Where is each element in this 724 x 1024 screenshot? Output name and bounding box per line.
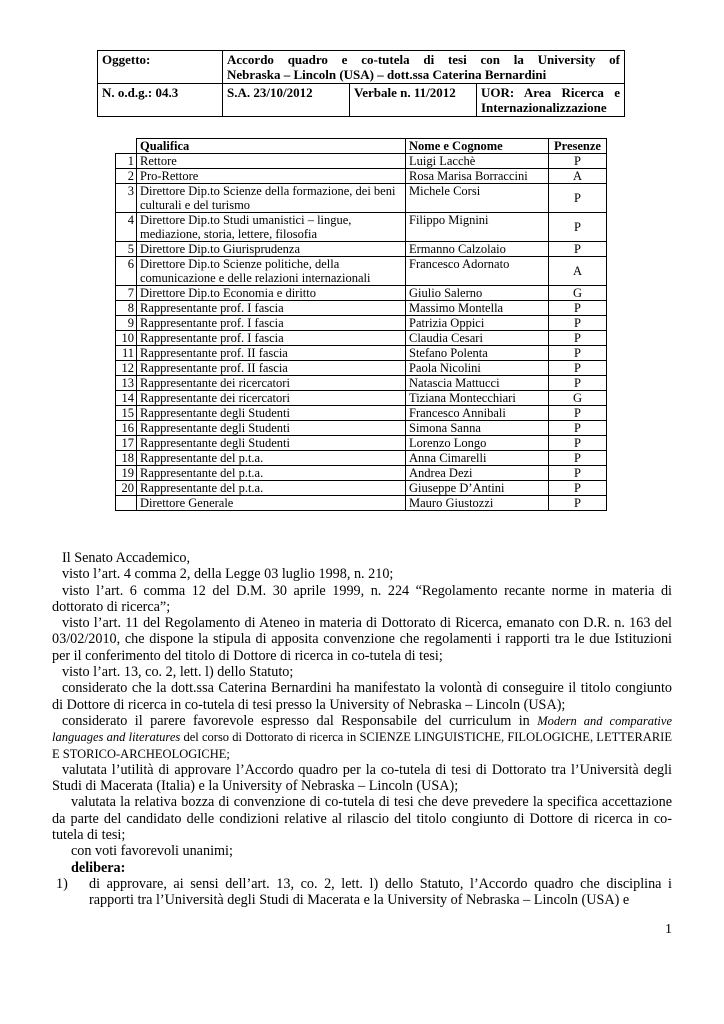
row-number: 19 (116, 466, 137, 481)
row-number: 20 (116, 481, 137, 496)
row-number: 6 (116, 257, 137, 286)
row-qualifica: Rappresentante prof. II fascia (137, 346, 406, 361)
row-presenza: P (549, 316, 607, 331)
row-nome: Tiziana Montecchiari (406, 391, 549, 406)
table-row (116, 331, 607, 346)
table-row (116, 286, 607, 301)
row-nome: Simona Sanna (406, 421, 549, 436)
row-nome: Patrizia Oppici (406, 316, 549, 331)
row-qualifica: Rappresentante prof. II fascia (137, 361, 406, 376)
sa-cell: S.A. 23/10/2012 (223, 84, 350, 117)
members-body (116, 154, 607, 511)
row-nome: Anna Cimarelli (406, 451, 549, 466)
header-num (116, 139, 137, 154)
table-row (116, 242, 607, 257)
row-presenza: G (549, 391, 607, 406)
row-number: 11 (116, 346, 137, 361)
table-row (116, 213, 607, 242)
row-qualifica: Rappresentante degli Studenti (137, 421, 406, 436)
table-row (116, 436, 607, 451)
row-nome: Rosa Marisa Borraccini (406, 169, 549, 184)
row-qualifica: Rappresentante dei ricercatori (137, 391, 406, 406)
row-qualifica: Rettore (137, 154, 406, 169)
verbale-cell: Verbale n. 11/2012 (350, 84, 477, 117)
header-nome: Nome e Cognome (406, 139, 549, 154)
deliberation-text (52, 550, 672, 909)
paragraph-valutata-1: valutata l’utilità di approvare l’Accordo quadro per la co-tutela di tesi di Dottorato tra l’Università degli Studi di Macerata (Italia) e la University of Nebraska – Lincoln (USA); (52, 761, 672, 795)
row-qualifica: Rappresentante degli Studenti (137, 436, 406, 451)
row-qualifica: Pro-Rettore (137, 169, 406, 184)
row-nome: Stefano Polenta (406, 346, 549, 361)
table-row (116, 316, 607, 331)
row-number: 18 (116, 451, 137, 466)
row-presenza: P (549, 451, 607, 466)
row-qualifica: Rappresentante del p.t.a. (137, 451, 406, 466)
uor-cell (477, 84, 625, 117)
table-row (116, 361, 607, 376)
row-nome: Natascia Mattucci (406, 376, 549, 391)
row-qualifica: Direttore Dip.to Economia e diritto (137, 286, 406, 301)
row-nome: Andrea Dezi (406, 466, 549, 481)
row-number: 4 (116, 213, 137, 242)
row-number: 1 (116, 154, 137, 169)
row-presenza: P (549, 406, 607, 421)
table-row (116, 376, 607, 391)
oggetto-label: Oggetto: (98, 51, 223, 84)
row-nome: Giuseppe D’Antini (406, 481, 549, 496)
paragraph-legge: visto l’art. 4 comma 2, della Legge 03 luglio 1998, n. 210; (62, 566, 394, 583)
table-row (116, 406, 607, 421)
row-number: 12 (116, 361, 137, 376)
row-number: 9 (116, 316, 137, 331)
p7-part-a: considerato il parere favorevole espresso dal Responsabile del curriculum in (62, 712, 538, 729)
row-number: 16 (116, 421, 137, 436)
oggetto-line1: Accordo quadro e co-tutela di tesi con la University of (227, 52, 620, 67)
row-presenza: P (549, 301, 607, 316)
row-nome: Claudia Cesari (406, 331, 549, 346)
row-number: 8 (116, 301, 137, 316)
row-qualifica: Rappresentante del p.t.a. (137, 466, 406, 481)
oggetto-value (223, 51, 625, 84)
row-qualifica: Direttore Dip.to Studi umanistici – lingue, mediazione, storia, lettere, filosofia (137, 213, 406, 242)
table-row (116, 184, 607, 213)
table-row (116, 301, 607, 316)
row-number: 17 (116, 436, 137, 451)
row-nome: Massimo Montella (406, 301, 549, 316)
row-nome: Francesco Adornato (406, 257, 549, 286)
table-row (116, 496, 607, 511)
paragraph-valutata-2: valutata la relativa bozza di convenzione di co-tutela di tesi che deve prevedere la specifica accettazione da parte del candidato delle condizioni relative al rilascio del titolo congiunto di Dottore di ricerca in co-tutela di tesi; (52, 794, 672, 844)
row-qualifica: Rappresentante prof. I fascia (137, 331, 406, 346)
row-nome: Luigi Lacchè (406, 154, 549, 169)
row-presenza: A (549, 169, 607, 184)
row-presenza: P (549, 481, 607, 496)
row-number: 15 (116, 406, 137, 421)
row-number: 5 (116, 242, 137, 257)
paragraph-regolamento: visto l’art. 11 del Regolamento di Ateneo in materia di Dottorato di Ricerca, emanato con D.R. n. 163 del 03/02/2010, che dispone la stipula di apposita convenzione che regolamenti i rapporti tra le due Istituzioni per il conferimento del titolo di Dottore di ricerca in co-tutela di tesi; (52, 615, 672, 664)
table-row (116, 154, 607, 169)
uor-line1: UOR: Area Ricerca e (481, 85, 620, 100)
row-qualifica: Direttore Dip.to Scienze politiche, della comunicazione e delle relazioni internazionali (137, 257, 406, 286)
row-presenza: P (549, 436, 607, 451)
row-qualifica: Direttore Dip.to Scienze della formazione, dei beni culturali e del turismo (137, 184, 406, 213)
row-presenza: P (549, 213, 607, 242)
delibera-heading: delibera: (71, 859, 126, 876)
uor-line2: Internazionalizzazione (481, 100, 607, 115)
header-qualifica: Qualifica (137, 139, 406, 154)
paragraph-dm: visto l’art. 6 comma 12 del D.M. 30 aprile 1999, n. 224 “Regolamento recante norme in materia di dottorato di ricerca”; (52, 582, 672, 615)
row-number: 13 (116, 376, 137, 391)
row-number: 10 (116, 331, 137, 346)
row-presenza: P (549, 421, 607, 436)
row-qualifica: Direttore Generale (137, 496, 406, 511)
page-number: 1 (665, 922, 672, 937)
row-number: 14 (116, 391, 137, 406)
table-row (116, 391, 607, 406)
row-nome: Paola Nicolini (406, 361, 549, 376)
row-qualifica: Rappresentante dei ricercatori (137, 376, 406, 391)
table-row (116, 257, 607, 286)
row-nome: Filippo Mignini (406, 213, 549, 242)
oggetto-line2: Nebraska – Lincoln (USA) – dott.ssa Caterina Bernardini (227, 67, 547, 82)
row-presenza: P (549, 331, 607, 346)
row-nome: Michele Corsi (406, 184, 549, 213)
row-qualifica: Rappresentante prof. I fascia (137, 316, 406, 331)
paragraph-senato: Il Senato Accademico, (62, 550, 191, 566)
row-presenza: P (549, 346, 607, 361)
row-nome: Mauro Giustozzi (406, 496, 549, 511)
row-nome: Lorenzo Longo (406, 436, 549, 451)
p7-part-c: del corso di Dottorato di ricerca in SCIENZE LINGUISTICHE, FILOLOGICHE, LETTERARIE E STORICO-ARCHEOLOGICHE; (52, 730, 672, 761)
row-qualifica: Rappresentante degli Studenti (137, 406, 406, 421)
row-nome: Giulio Salerno (406, 286, 549, 301)
header-presenze: Presenze (549, 139, 607, 154)
row-presenza: P (549, 466, 607, 481)
members-header-row (116, 139, 607, 154)
header-table (97, 50, 625, 117)
paragraph-voti: con voti favorevoli unanimi; (71, 843, 233, 860)
row-nome: Ermanno Calzolaio (406, 242, 549, 257)
table-row (116, 346, 607, 361)
row-presenza: P (549, 184, 607, 213)
row-presenza: G (549, 286, 607, 301)
curriculum-name: Modern and comparative languages and literatures (52, 713, 672, 745)
row-qualifica: Direttore Dip.to Giurisprudenza (137, 242, 406, 257)
row-qualifica: Rappresentante del p.t.a. (137, 481, 406, 496)
row-presenza: P (549, 361, 607, 376)
delibera-item-1 (52, 876, 672, 909)
paragraph-considerato-2 (52, 713, 672, 762)
row-presenza: P (549, 154, 607, 169)
row-presenza: P (549, 496, 607, 511)
row-presenza: P (549, 376, 607, 391)
table-row (116, 481, 607, 496)
table-row (116, 466, 607, 481)
odg-cell: N. o.d.g.: 04.3 (98, 84, 223, 117)
paragraph-considerato-1: considerato che la dott.ssa Caterina Bernardini ha manifestato la volontà di conseguire il titolo congiunto di Dottore di ricerca in co-tutela di tesi presso la University of Nebraska – Lincoln (USA); (52, 680, 672, 713)
row-presenza: P (549, 242, 607, 257)
item-number: 1) (56, 875, 68, 892)
row-number (116, 496, 137, 511)
row-presenza: A (549, 257, 607, 286)
table-row (116, 451, 607, 466)
row-nome: Francesco Annibali (406, 406, 549, 421)
row-number: 3 (116, 184, 137, 213)
paragraph-statuto: visto l’art. 13, co. 2, lett. l) dello Statuto; (62, 664, 294, 681)
table-row (116, 421, 607, 436)
members-table (115, 138, 607, 511)
item-text: di approvare, ai sensi dell’art. 13, co. 2, lett. l) dello Statuto, l’Accordo quadro che disciplina i rapporti tra l’Università degli Studi di Macerata e la University of Nebraska – Lincoln (USA) e (89, 875, 672, 909)
row-qualifica: Rappresentante prof. I fascia (137, 301, 406, 316)
row-number: 7 (116, 286, 137, 301)
row-number: 2 (116, 169, 137, 184)
table-row (116, 169, 607, 184)
